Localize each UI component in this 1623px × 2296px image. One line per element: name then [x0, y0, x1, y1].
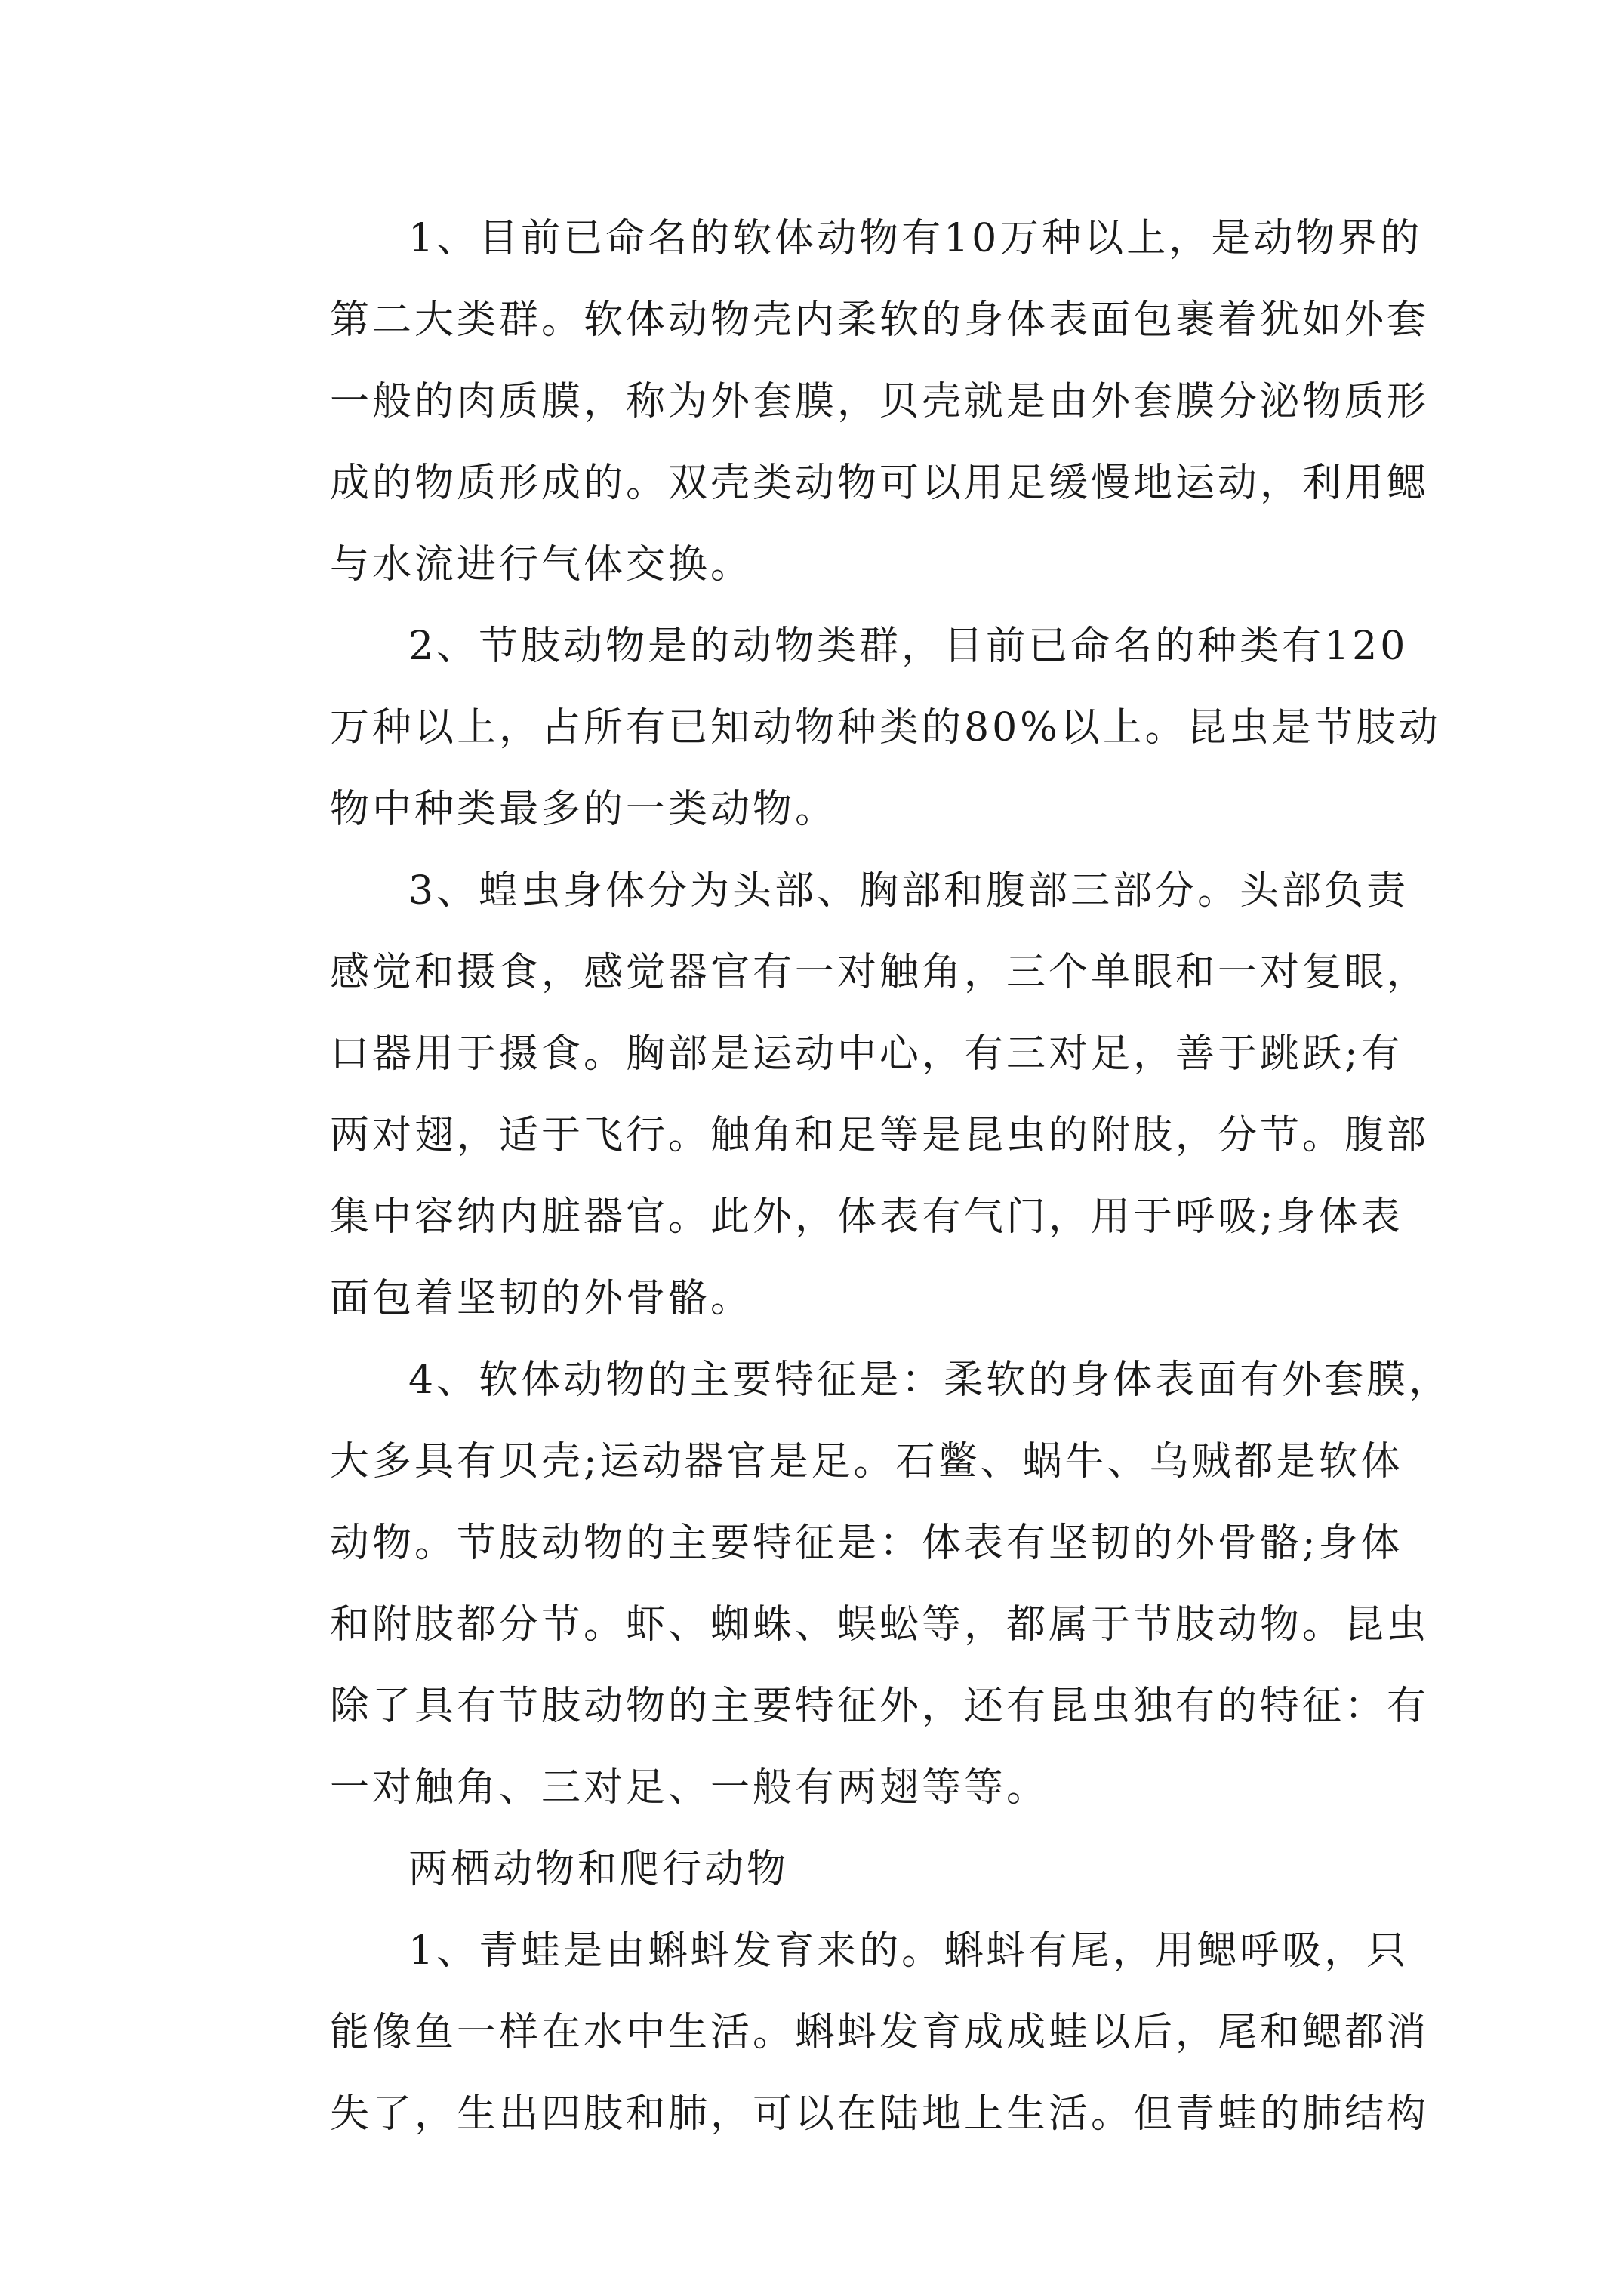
text-line: 和附肢都分节。虾、蜘蛛、蜈蚣等，都属于节肢动物。昆虫 [330, 1602, 1430, 1647]
text-line: 除了具有节肢动物的主要特征外，还有昆虫独有的特征：有 [330, 1684, 1430, 1729]
text-line: 第二大类群。软体动物壳内柔软的身体表面包裹着犹如外套 [330, 297, 1430, 343]
text-line: 1、目前已命名的软体动物有10万种以上，是动物界的 [408, 216, 1423, 261]
text-line: 感觉和摄食，感觉器官有一对触角，三个单眼和一对复眼， [330, 950, 1430, 995]
text-line: 4、软体动物的主要特征是：柔软的身体表面有外套膜， [408, 1358, 1452, 1403]
text-line: 面包着坚韧的外骨骼。 [330, 1276, 753, 1321]
text-line: 一般的肉质膜，称为外套膜，贝壳就是由外套膜分泌物质形 [330, 379, 1430, 424]
paragraph-arthropods [251, 606, 1441, 850]
text-line: 动物。节肢动物的主要特征是：体表有坚韧的外骨骼;身体 [330, 1521, 1403, 1566]
section-heading [251, 1829, 1384, 1910]
paragraph-mollusks-intro [251, 198, 1430, 606]
text-line: 失了，生出四肢和肺，可以在陆地上生活。但青蛙的肺结构 [330, 2091, 1430, 2137]
text-line: 物中种类最多的一类动物。 [330, 787, 838, 832]
section-heading-text: 两栖动物和爬行动物 [408, 1847, 790, 1892]
text-line: 集中容纳内脏器官。此外，体表有气门，用于呼吸;身体表 [330, 1194, 1403, 1240]
document-body [251, 198, 1452, 2155]
text-line: 口器用于摄食。胸部是运动中心，有三对足，善于跳跃;有 [330, 1031, 1403, 1077]
text-line: 一对触角、三对足、一般有两翅等等。 [330, 1765, 1049, 1811]
text-line: 万种以上，占所有已知动物种类的80%以上。昆虫是节肢动 [330, 705, 1441, 750]
paragraph-features [251, 1339, 1452, 1829]
text-line: 能像鱼一样在水中生活。蝌蚪发育成成蛙以后，尾和鳃都消 [330, 2010, 1430, 2055]
text-line: 成的物质形成的。双壳类动物可以用足缓慢地运动，利用鳃 [330, 461, 1430, 506]
paragraph-frog [251, 1910, 1430, 2155]
text-line: 大多具有贝壳;运动器官是足。石鳖、蜗牛、乌贼都是软体 [330, 1439, 1403, 1484]
text-line: 1、青蛙是由蝌蚪发育来的。蝌蚪有尾，用鳃呼吸，只 [408, 1928, 1409, 1974]
text-line: 2、节肢动物是的动物类群，目前已命名的种类有120 [408, 624, 1409, 669]
text-line: 两对翅，适于飞行。触角和足等是昆虫的附肢，分节。腹部 [330, 1113, 1430, 1158]
text-line: 3、蝗虫身体分为头部、胸部和腹部三部分。头部负责 [408, 868, 1409, 914]
paragraph-locust [251, 850, 1430, 1339]
text-line: 与水流进行气体交换。 [330, 542, 753, 587]
